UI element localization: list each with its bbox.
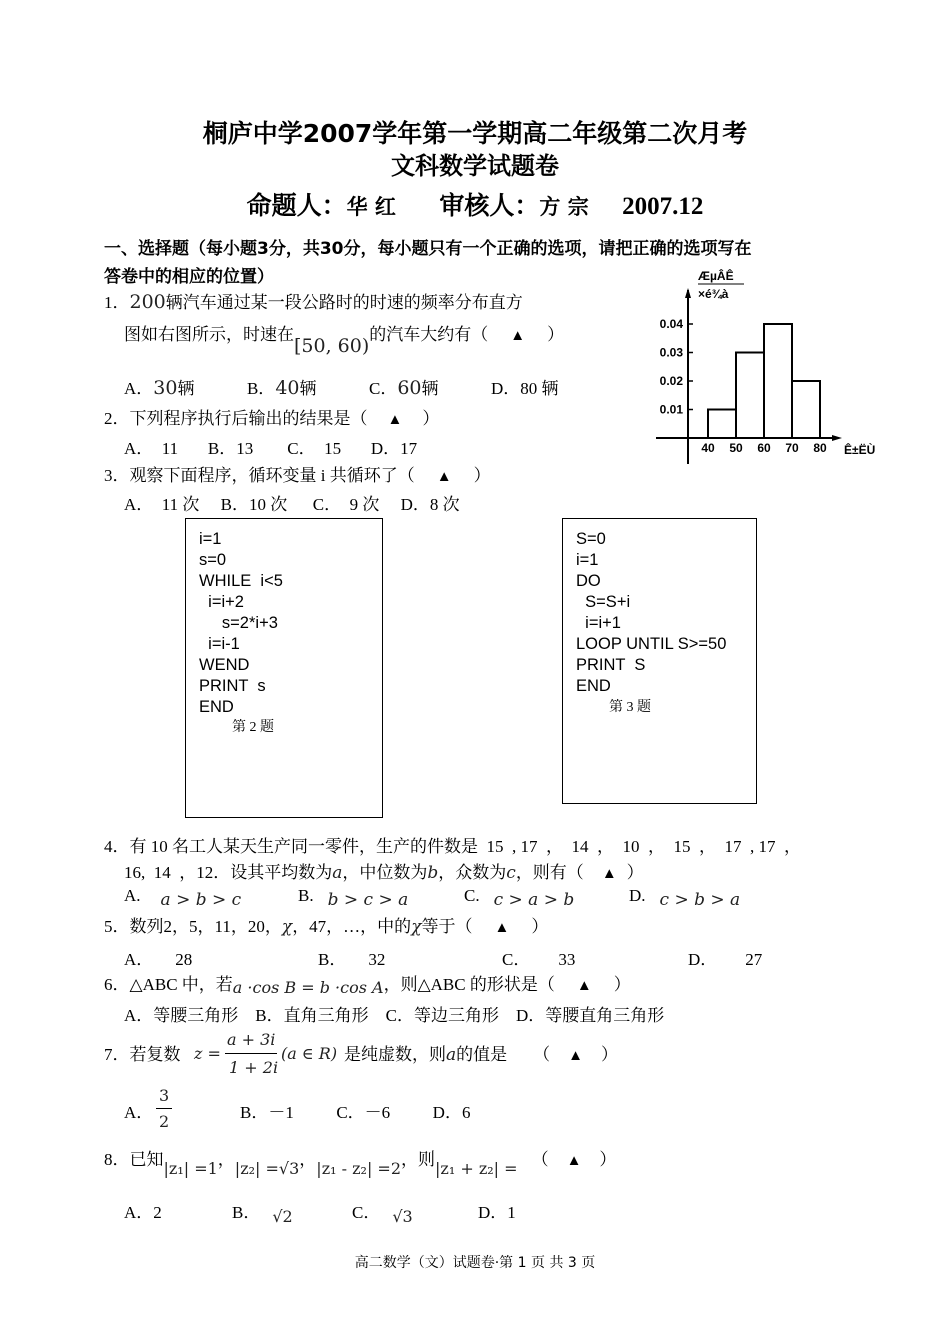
q1-option-b-value: 40 xyxy=(275,377,300,399)
section-heading-1: 一、选择题（每小题3分，共30分，每小题只有一个正确的选项，请把正确的选项写在 xyxy=(104,239,752,259)
code-line: END xyxy=(199,698,234,716)
q4-text-h: ） xyxy=(626,863,644,882)
q7-fraction-bar xyxy=(225,1053,277,1054)
q4-option-d-math: c > b > a xyxy=(659,890,741,910)
q6-math: a ·cos B = b ·cos A xyxy=(232,978,384,997)
code-caption-q3: 第 3 题 xyxy=(609,700,651,715)
q8-text-c: ） xyxy=(599,1150,617,1169)
code-line: END xyxy=(576,677,611,695)
q7-numerator: a + 3i xyxy=(227,1030,276,1049)
question-2 xyxy=(104,404,439,429)
q4-option-a-label: A. xyxy=(124,886,141,905)
q7-option-a-bar xyxy=(156,1108,172,1109)
q8-sep-3: ，则 xyxy=(401,1150,436,1169)
exam-title: 桐庐中学2007学年第一学期高二年级第二次月考 xyxy=(202,119,748,148)
q5-option-b-label: B． xyxy=(318,950,347,969)
question-6-options: A．等腰三角形 B．直角三角形 C．等边三角形 D．等腰直角三角形 xyxy=(124,1006,665,1025)
q4-text-g: ，则有（ xyxy=(515,863,584,882)
q4-text-a: 16, 14 ，12．设其平均数为 xyxy=(124,863,333,882)
q1-option-b: B． xyxy=(246,379,276,398)
question-4-option-a xyxy=(124,886,242,910)
histogram-bar xyxy=(792,381,820,438)
answer-mark: ▲ xyxy=(510,328,526,344)
q4-option-c-math: c > a > b xyxy=(493,890,575,910)
page-footer: 高二数学（文）试题卷·第 1 页 共 3 页 xyxy=(354,1255,596,1271)
code-box-q3 xyxy=(562,518,757,804)
q7-text-c: 的值是 xyxy=(456,1045,508,1064)
histogram-x-tick-label: 80 xyxy=(813,441,827,455)
q4-var-c: c xyxy=(506,863,516,883)
histogram-xlabel: Ê±ËÙ xyxy=(844,443,876,457)
q5-option-d-value: 27 xyxy=(745,950,763,969)
histogram-ylabel-line2: ×é¾à xyxy=(698,287,729,301)
q8-text-a: 8．已知 xyxy=(104,1150,164,1169)
q7-condition: (a ∈ R) xyxy=(281,1044,338,1063)
q8-math-4: |z₁ + z₂| = xyxy=(435,1159,518,1178)
exam-subtitle: 文科数学试题卷 xyxy=(391,152,559,180)
q8-option-c-math: √3 xyxy=(392,1207,413,1226)
q7-option-a-label: A． xyxy=(124,1103,154,1122)
q8-option-c xyxy=(352,1198,413,1226)
histogram-bar xyxy=(736,353,764,439)
question-4-option-d xyxy=(629,886,741,910)
q1-number: 1． xyxy=(104,293,130,312)
answer-mark: ▲ xyxy=(601,866,617,882)
code-line: i=1 xyxy=(576,551,599,569)
question-4-line1: 4．有 10 名工人某天生产同一零件，生产的件数是 15 , 17 ， 14 ， 10 ， 15 ， 17 , 17 ， xyxy=(104,837,801,856)
exam-date: 2007.12 xyxy=(622,193,704,220)
q8-math-2: |z₂| =√3 xyxy=(234,1159,300,1178)
q1-option-a-value: 30 xyxy=(153,377,178,399)
histogram-bar xyxy=(708,410,736,439)
q8-option-d: D．1 xyxy=(478,1203,516,1222)
code-line: WEND xyxy=(199,656,250,674)
q4-text-e: ，众数为 xyxy=(438,863,507,882)
code-line: i=i-1 xyxy=(199,635,240,653)
answer-mark: ▲ xyxy=(576,978,592,994)
code-line: i=i+2 xyxy=(199,593,244,611)
histogram-y-tick-label: 0.04 xyxy=(659,317,683,331)
code-line: s=0 xyxy=(199,551,227,569)
q5-option-a xyxy=(124,945,192,970)
answer-mark: ▲ xyxy=(566,1153,582,1169)
q4-text-c: ，中位数为 xyxy=(342,863,428,882)
question-1-options xyxy=(124,374,559,399)
q8-sep-1: ， xyxy=(217,1150,235,1169)
q5-text-b: ，47，…，中的 xyxy=(292,917,412,936)
q5-text-d: ） xyxy=(531,917,549,936)
question-8 xyxy=(104,1145,617,1178)
code-line: WHILE i<5 xyxy=(199,572,283,590)
q8-math-3: |z₁ - z₂| =2 xyxy=(316,1159,402,1178)
q1-option-a: A． xyxy=(124,379,154,398)
q5-option-d-label: D． xyxy=(688,950,718,969)
histogram-bar xyxy=(764,324,792,438)
answer-mark: ▲ xyxy=(387,412,403,428)
question-4-line2 xyxy=(124,858,644,883)
q5-text-c: 等于（ xyxy=(421,917,473,936)
q3-end: ） xyxy=(473,466,491,485)
q1-option-a-unit: 辆 xyxy=(177,379,195,398)
answer-mark: ▲ xyxy=(436,469,452,485)
histogram-x-arrow xyxy=(832,435,842,441)
histogram-x-tick-label: 70 xyxy=(785,441,799,455)
question-3-options: A． 11 次 B．10 次 C． 9 次 D．8 次 xyxy=(124,495,460,514)
histogram-x-tick-label: 40 xyxy=(701,441,715,455)
q4-option-b-math: b > c > a xyxy=(327,890,409,910)
q1-car-count: 200 xyxy=(129,291,166,313)
author-label-a: 命题人： xyxy=(246,191,347,220)
q5-option-b xyxy=(318,945,385,970)
q4-var-b: b xyxy=(427,863,439,883)
q8-text-b: （ xyxy=(531,1150,549,1169)
q4-option-d-label: D. xyxy=(629,886,646,905)
q3-text: 3．观察下面程序，循环变量 i 共循环了（ xyxy=(104,466,415,485)
histogram-y-tick-label: 0.02 xyxy=(659,374,683,388)
q7-text-a: 7．若复数 xyxy=(104,1045,181,1064)
q1-text-e: ） xyxy=(547,325,565,344)
histogram-ylabel-line1: ÆµÂÊ xyxy=(698,269,734,283)
author-label-b: 审核人： xyxy=(439,191,540,220)
q1-text-d: 的汽车大约有（ xyxy=(369,325,489,344)
code-line: PRINT S xyxy=(576,656,646,674)
q1-option-b-unit: 辆 xyxy=(299,379,317,398)
q7-text-d: （ xyxy=(533,1045,551,1064)
code-line: i=1 xyxy=(199,530,222,548)
code-line: S=S+i xyxy=(576,593,631,611)
q6-text-c: ） xyxy=(613,975,631,994)
q6-text-a: 6．△ABC 中，若 xyxy=(104,975,233,994)
q4-var-a: a xyxy=(332,863,343,883)
question-7-rest xyxy=(344,1040,618,1065)
q7-text-b: 是纯虚数，则 xyxy=(344,1045,446,1064)
q5-option-a-value: 28 xyxy=(175,950,193,969)
section-heading-2: 答卷中的相应的位置） xyxy=(104,267,274,287)
q7-text-e: ） xyxy=(601,1045,618,1064)
q5-option-d xyxy=(688,945,762,970)
code-lines-q2 xyxy=(199,529,283,718)
question-1-line2 xyxy=(124,320,565,357)
q7-z: z = xyxy=(194,1044,221,1063)
q1-option-c-unit: 辆 xyxy=(421,379,439,398)
code-line: s=2*i+3 xyxy=(199,614,278,632)
code-line: LOOP UNTIL S>=50 xyxy=(576,635,727,653)
q8-sep-2: ， xyxy=(299,1150,317,1169)
q5-var-2: χ xyxy=(411,917,422,937)
q8-option-c-label: C． xyxy=(352,1203,381,1222)
q1-option-c-value: 60 xyxy=(397,377,422,399)
code-line: S=0 xyxy=(576,530,606,548)
q7-option-a-den: 2 xyxy=(159,1112,170,1131)
question-5 xyxy=(104,912,548,937)
code-line: DO xyxy=(576,572,601,590)
q2-end: ） xyxy=(422,409,440,428)
question-4-option-b xyxy=(298,886,409,910)
question-4-option-c xyxy=(464,886,575,910)
answer-mark: ▲ xyxy=(568,1048,583,1064)
q5-option-c xyxy=(502,945,575,970)
histogram-y-tick-label: 0.01 xyxy=(659,402,683,417)
q5-option-a-label: A． xyxy=(124,950,154,969)
q7-option-a-num: 3 xyxy=(159,1086,170,1105)
question-3 xyxy=(104,461,491,486)
question-2-options: A． 11 B．13 C． 15 D．17 xyxy=(124,439,418,458)
code-lines-q3 xyxy=(576,529,726,697)
histogram-x-tick-label: 60 xyxy=(757,441,771,455)
q8-option-b xyxy=(232,1198,293,1226)
q7-var-a: a xyxy=(446,1045,457,1065)
q1-interval: [50, 60) xyxy=(294,335,370,357)
q2-text: 2．下列程序执行后输出的结果是（ xyxy=(104,409,368,428)
q8-option-a: A．2 xyxy=(124,1203,162,1222)
histogram-y-tick-label: 0.03 xyxy=(659,345,683,360)
q4-option-c-label: C. xyxy=(464,886,480,905)
q1-option-d: D．80 辆 xyxy=(491,379,559,398)
q5-option-c-label: C． xyxy=(502,950,531,969)
code-caption-q2: 第 2 题 xyxy=(232,720,274,735)
q1-option-c: C． xyxy=(369,379,398,398)
q5-var: χ xyxy=(281,917,293,937)
q4-option-b-label: B. xyxy=(298,886,314,905)
author-line xyxy=(0,186,950,222)
q5-option-c-value: 33 xyxy=(558,950,576,969)
author-name-b: 方 宗 xyxy=(539,194,589,219)
code-line: PRINT s xyxy=(199,677,266,695)
question-1-line1 xyxy=(104,288,523,313)
q7-options-rest: B．－1 C．－6 D．6 xyxy=(240,1103,471,1122)
code-box-q2 xyxy=(185,518,383,818)
q1-text-b: 辆汽车通过某一段公路时的时速的频率分布直方 xyxy=(165,293,523,312)
q5-option-b-value: 32 xyxy=(368,950,386,969)
frequency-histogram xyxy=(648,266,898,470)
answer-mark: ▲ xyxy=(494,920,510,936)
histogram-y-arrow xyxy=(685,288,691,298)
q6-text-b: ，则△ABC 的形状是（ xyxy=(383,975,555,994)
q7-denominator: 1 + 2i xyxy=(229,1058,279,1077)
question-6 xyxy=(104,970,631,995)
author-name-a: 华 红 xyxy=(346,194,396,219)
code-line: i=i+1 xyxy=(576,614,621,632)
q8-option-b-math: √2 xyxy=(272,1207,293,1226)
q5-text-a: 5．数列2，5，11，20， xyxy=(104,917,282,936)
q1-text-c: 图如右图所示，时速在 xyxy=(124,325,294,344)
q8-option-b-label: B． xyxy=(232,1203,261,1222)
q4-option-a-math: a > b > c xyxy=(160,890,242,910)
histogram-x-tick-label: 50 xyxy=(729,441,743,455)
q8-math-1: |z₁| =1 xyxy=(163,1159,218,1178)
